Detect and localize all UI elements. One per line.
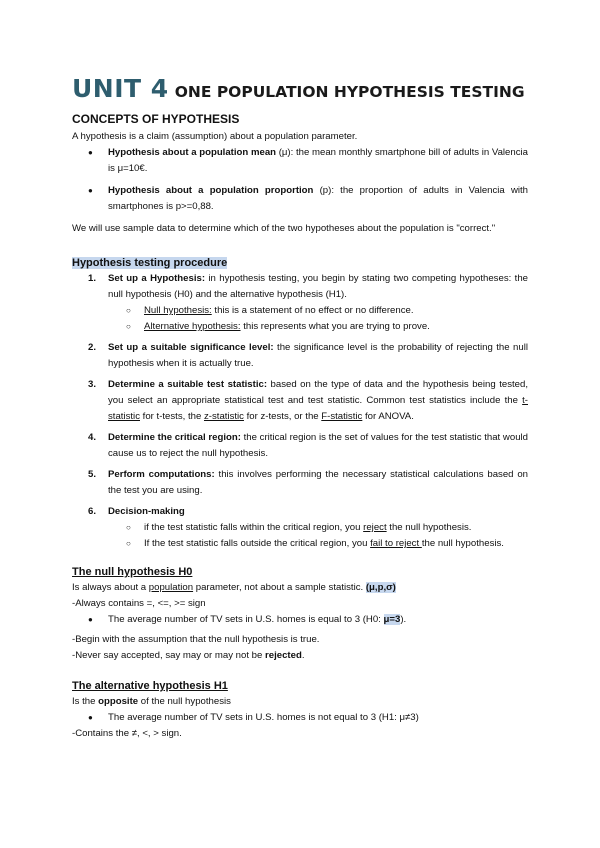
page-title: [72, 74, 525, 103]
procedure-heading: Hypothesis testing procedure: [72, 257, 228, 269]
procedure-steps: [72, 271, 528, 552]
list-item: ● Hypothesis about a population proportion (p): the proportion of adults in Valencia with smartphones is p>=0,88.: [72, 183, 528, 215]
list-item: ● The average number of TV sets in U.S. homes is not equal to 3 (H1: μ≠3): [72, 710, 528, 726]
procedure-step: 3. Determine a suitable test statistic: based on the type of data and the hypothesis being tested, you select an appropriate statistical test and test statistic. Common test statistics include the t-statistic for t-tests, the z-statistic for z-tests, or the F-statistic for ANOVA.: [88, 379, 528, 422]
concepts-intro: A hypothesis is a claim (assumption) about a population parameter.: [72, 131, 358, 142]
procedure-step: 5. Perform computations: this involves performing the necessary statistical calculations based on the test you are using.: [88, 469, 528, 496]
unit-number: UNIT 4: [72, 74, 169, 103]
list-item: ○ Alternative hypothesis: this represents what you are trying to prove.: [72, 319, 528, 335]
alt-line-1: Is the opposite of the null hypothesis: [72, 696, 231, 707]
alternative-hypothesis-heading: The alternative hypothesis H1: [72, 680, 228, 692]
concepts-list: [72, 145, 528, 215]
procedure-step: 4. Determine the critical region: the critical region is the set of values for the test statistic that would cause us to reject the null hypothesis.: [88, 432, 528, 459]
alt-list: [72, 710, 528, 726]
null-list: [72, 612, 528, 628]
step6-sublist: [72, 520, 528, 552]
concepts-closing: We will use sample data to determine which of the two hypotheses about the population is "correct.": [72, 223, 496, 234]
list-item: ○ if the test statistic falls within the critical region, you reject the null hypothesis.: [72, 520, 528, 536]
list-item: ○ If the test statistic falls outside the critical region, you fail to reject the null hypothesis.: [72, 536, 528, 552]
unit-title: ONE POPULATION HYPOTHESIS TESTING: [174, 83, 525, 101]
document-body: [72, 111, 528, 742]
procedure-step: 2. Set up a suitable significance level: the significance level is the probability of rejecting the null hypothesis when it is actually true.: [88, 342, 528, 369]
null-line-1: Is always about a population parameter, not about a sample statistic. (μ,p,σ): [72, 582, 396, 593]
null-line-2: -Always contains =, <=, >= sign: [72, 598, 206, 609]
concepts-heading: CONCEPTS OF HYPOTHESIS: [72, 112, 240, 126]
null-line-4: -Never say accepted, say may or may not be rejected.: [72, 650, 305, 661]
procedure-step: 6. Decision-making: [88, 506, 185, 517]
list-item: ○ Null hypothesis: this is a statement of no effect or no difference.: [72, 303, 528, 319]
alt-line-2: -Contains the ≠, <, > sign.: [72, 728, 182, 739]
null-line-3: -Begin with the assumption that the null hypothesis is true.: [72, 634, 320, 645]
list-item: ● The average number of TV sets in U.S. homes is equal to 3 (H0: μ=3).: [72, 612, 528, 628]
null-hypothesis-heading: The null hypothesis H0: [72, 566, 193, 578]
procedure-step: 1. Set up a Hypothesis: in hypothesis testing, you begin by stating two competing hypotheses: the null hypothesis (H0) and the alternative hypothesis (H1).: [88, 273, 528, 300]
step1-sublist: [72, 303, 528, 335]
list-item: ● Hypothesis about a population mean (μ): the mean monthly smartphone bill of adults in Valencia is μ=10€.: [72, 145, 528, 177]
